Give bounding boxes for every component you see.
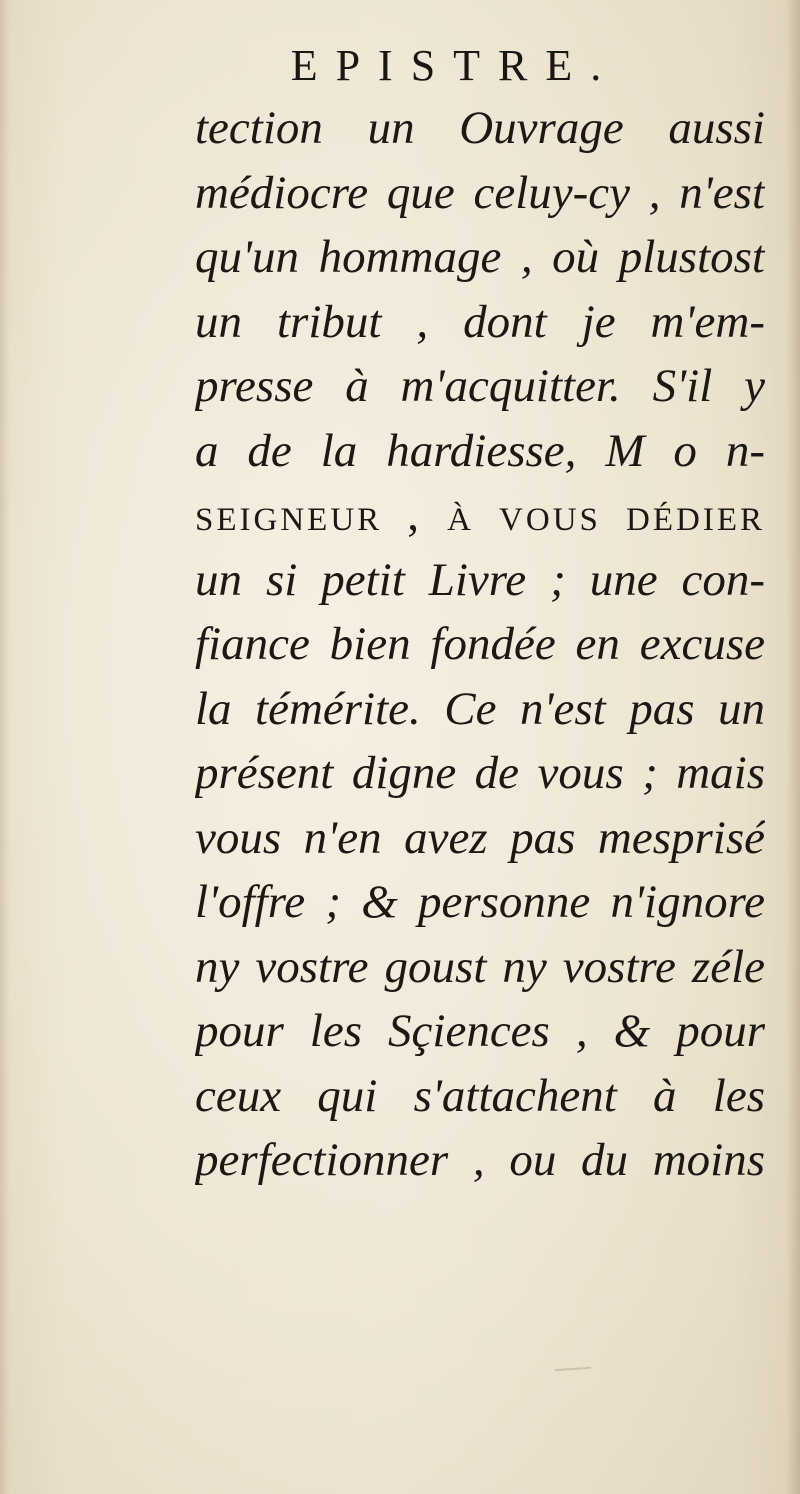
text-line-1: tection un Ouvrage aussi	[195, 102, 765, 154]
text-line-16: ceux qui s'attachent à les	[195, 1069, 765, 1122]
text-line-17: perfectionner , ou du moins	[195, 1134, 765, 1186]
text-line-3: qu'un hommage , où plustost	[195, 231, 765, 283]
text-line-12: vous n'en avez pas mesprisé	[195, 811, 765, 864]
text-line-15: pour les Sçiences , & pour	[195, 1005, 765, 1057]
text-line-7: seigneur , à vous dédier	[195, 489, 765, 541]
page-edge-shadow	[786, 0, 800, 1494]
text-line-11: présent digne de vous ; mais	[195, 747, 765, 799]
text-line-10: la témérite. Ce n'est pas un	[195, 682, 765, 735]
running-head: EPISTRE.	[290, 41, 620, 90]
text-line-8: un si petit Livre ; une con-	[195, 553, 765, 606]
paper-mark	[555, 1367, 591, 1372]
text-line-9: fiance bien fondée en excuse	[195, 618, 765, 670]
body-text	[195, 96, 775, 1193]
text-line-5: presse à m'acquitter. S'il y	[195, 360, 765, 412]
text-line-13: l'offre ; & personne n'ignore	[195, 876, 765, 928]
text-line-4: un tribut , dont je m'em-	[195, 295, 765, 348]
text-line-14: ny vostre goust ny vostre zéle	[195, 940, 765, 993]
text-line-2: médiocre que celuy-cy , n'est	[195, 166, 765, 219]
text-line-6: a de la hardiesse, M o n-	[195, 424, 765, 477]
gutter-shadow	[0, 0, 10, 1494]
